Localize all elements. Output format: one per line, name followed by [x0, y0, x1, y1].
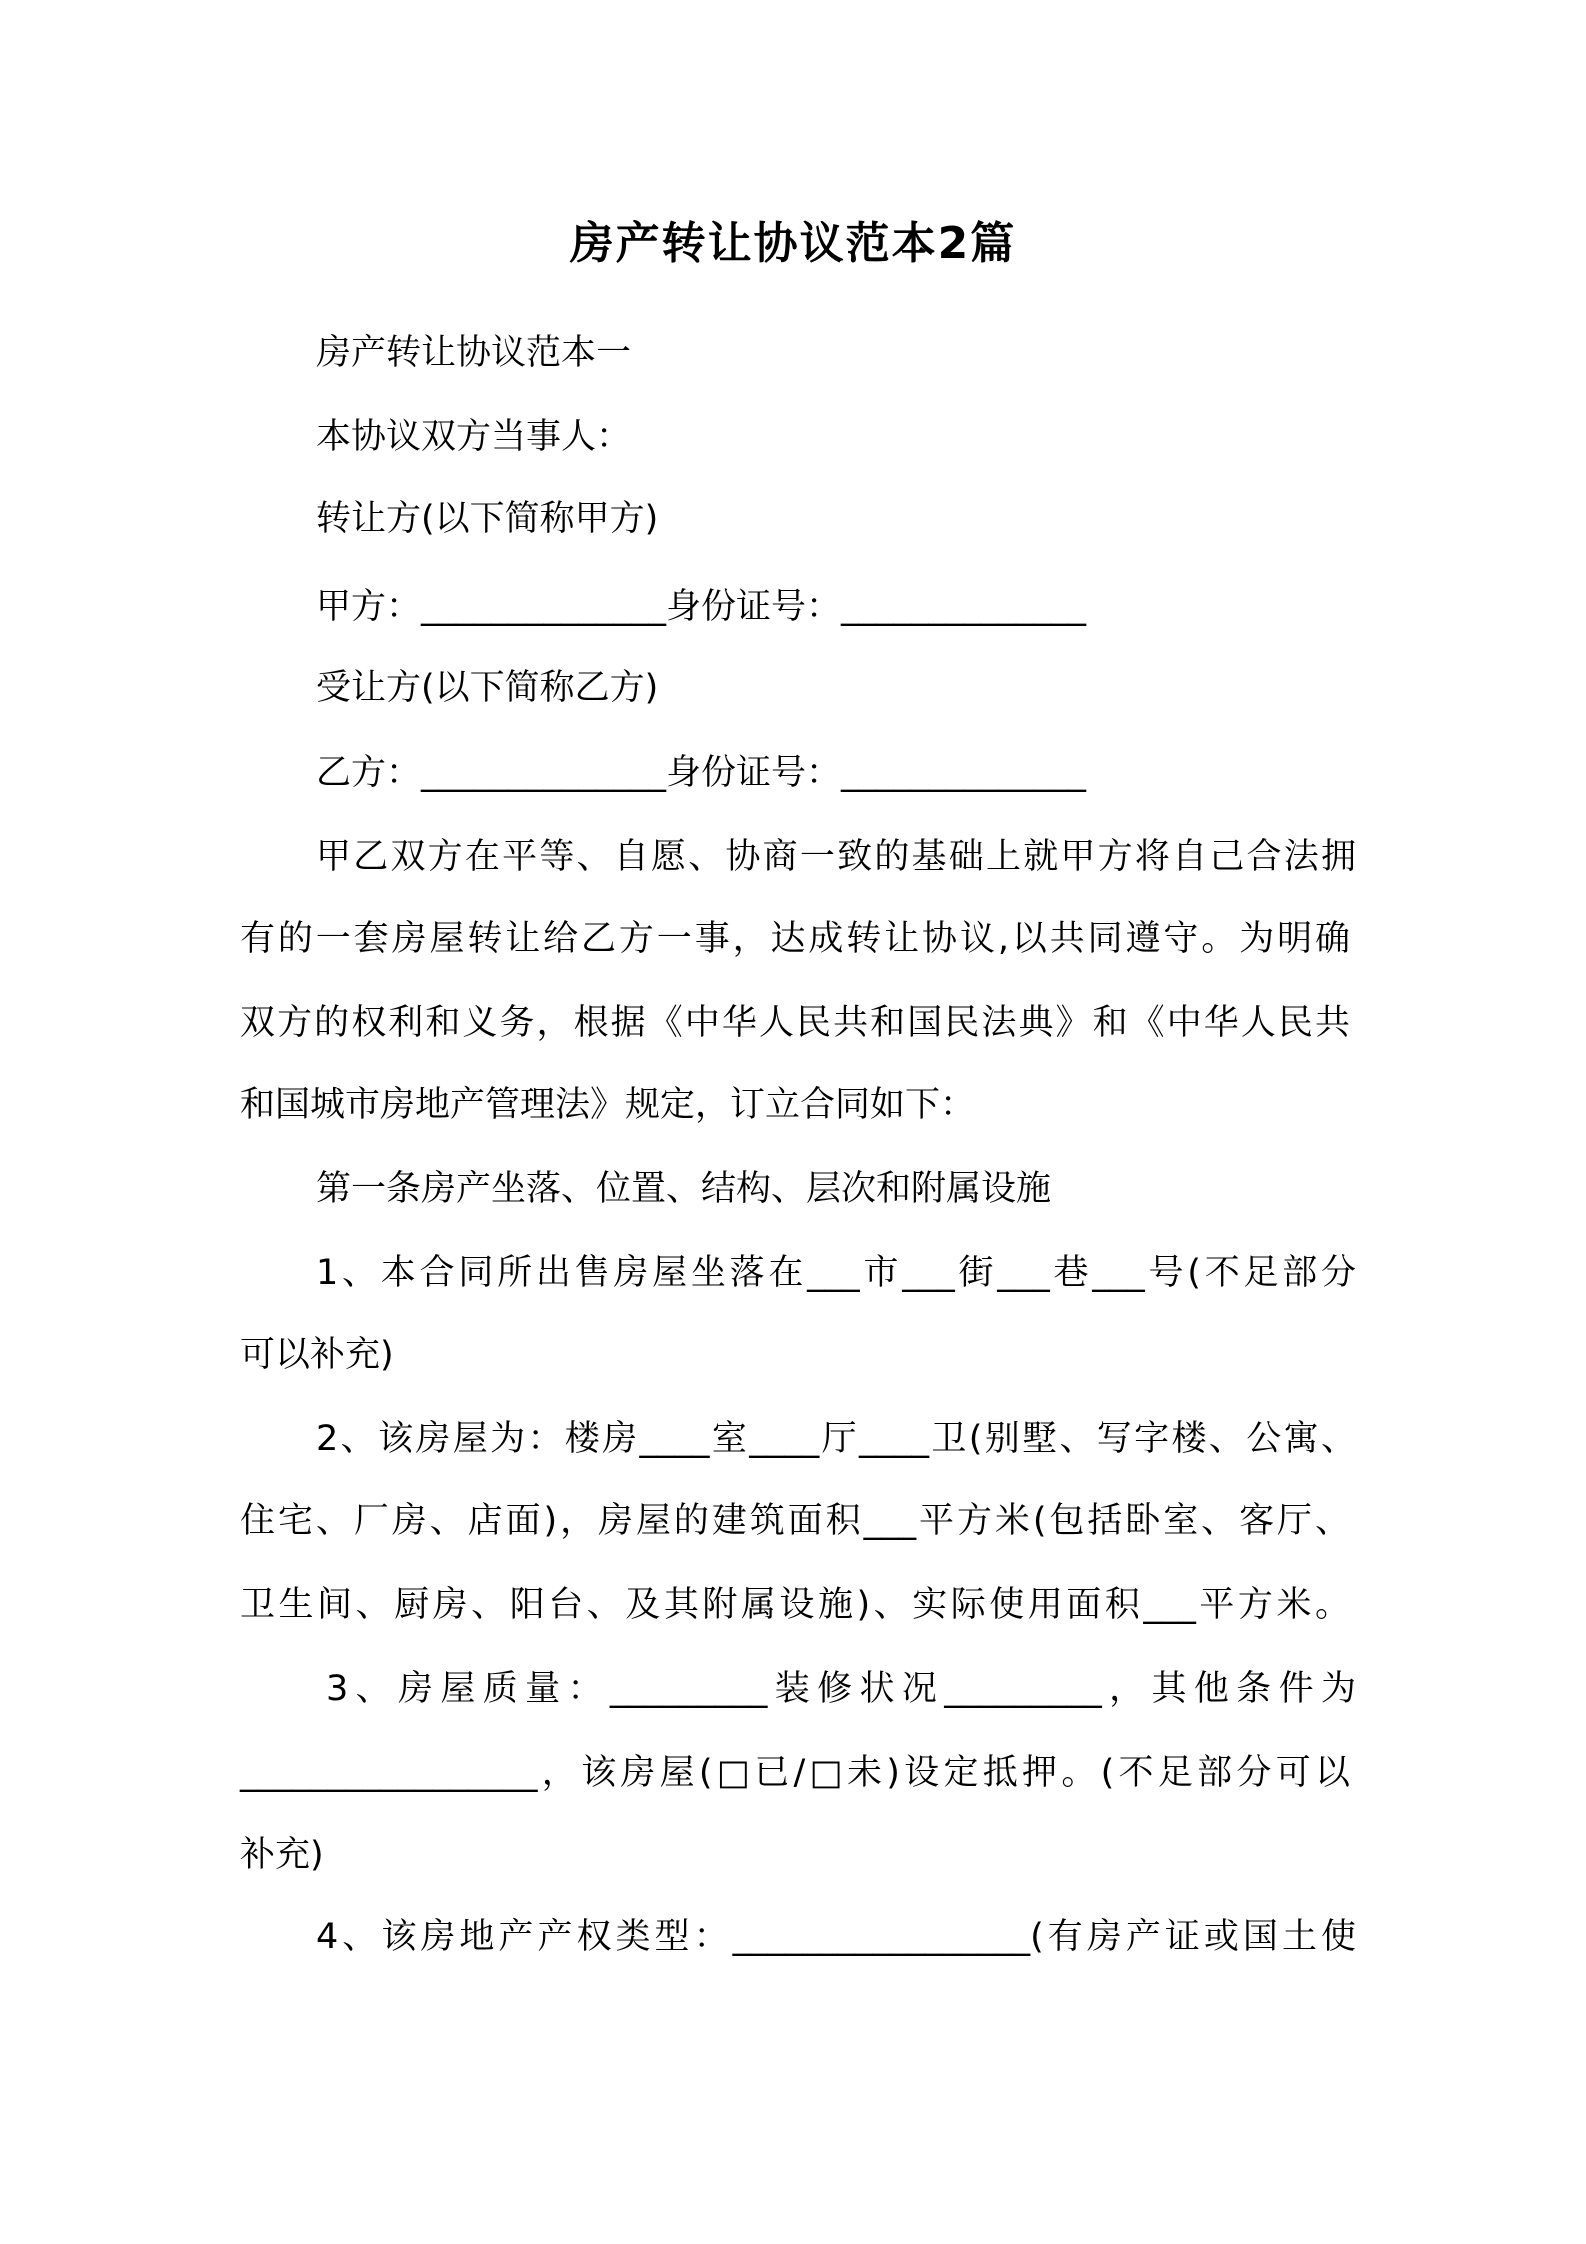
paragraph-line: 和国城市房地产管理法》规定，订立合同如下： [240, 1085, 976, 1125]
clause-line: 补充) [240, 1835, 324, 1875]
clause-line: 3、房屋质量：_________装修状况_________，其他条件为 [326, 1669, 1356, 1709]
paragraph-line: 有的一套房屋转让给乙方一事，达成转让协议,以共同遵守。为明确 [240, 919, 1350, 959]
paragraph-line: 受让方(以下简称乙方) [316, 668, 659, 708]
party-a-field-line: 甲方：______________身份证号：______________ [316, 587, 1087, 627]
paragraph-line: 本协议双方当事人： [316, 417, 632, 457]
clause-line: 可以补充) [240, 1335, 394, 1375]
document-title: 房产转让协议范本2篇 [569, 218, 1017, 269]
paragraph-line: 转让方(以下简称甲方) [316, 499, 659, 539]
party-b-field-line: 乙方：______________身份证号：______________ [316, 753, 1087, 793]
clause-line: 4、该房地产产权类型：_________________(有房产证或国土使 [316, 1917, 1356, 1957]
article-heading: 第一条房产坐落、位置、结构、层次和附属设施 [316, 1169, 1052, 1209]
paragraph-line: 双方的权利和义务，根据《中华人民共和国民法典》和《中华人民共 [240, 1003, 1350, 1043]
clause-line: 卫生间、厨房、阳台、及其附属设施)、实际使用面积___平方米。 [240, 1585, 1350, 1625]
clause-line: 住宅、厂房、店面)，房屋的建筑面积___平方米(包括卧室、客厅、 [240, 1501, 1350, 1541]
clause-line: 1、本合同所出售房屋坐落在___市___街___巷___号(不足部分 [316, 1253, 1356, 1293]
clause-line: 2、该房屋为：楼房____室____厅____卫(别墅、写字楼、公寓、 [316, 1419, 1356, 1459]
clause-line: _________________，该房屋(□已/□未)设定抵押。(不足部分可以 [240, 1753, 1350, 1793]
paragraph-line: 房产转让协议范本一 [316, 333, 632, 373]
paragraph-line: 甲乙双方在平等、自愿、协商一致的基础上就甲方将自己合法拥 [316, 837, 1356, 877]
